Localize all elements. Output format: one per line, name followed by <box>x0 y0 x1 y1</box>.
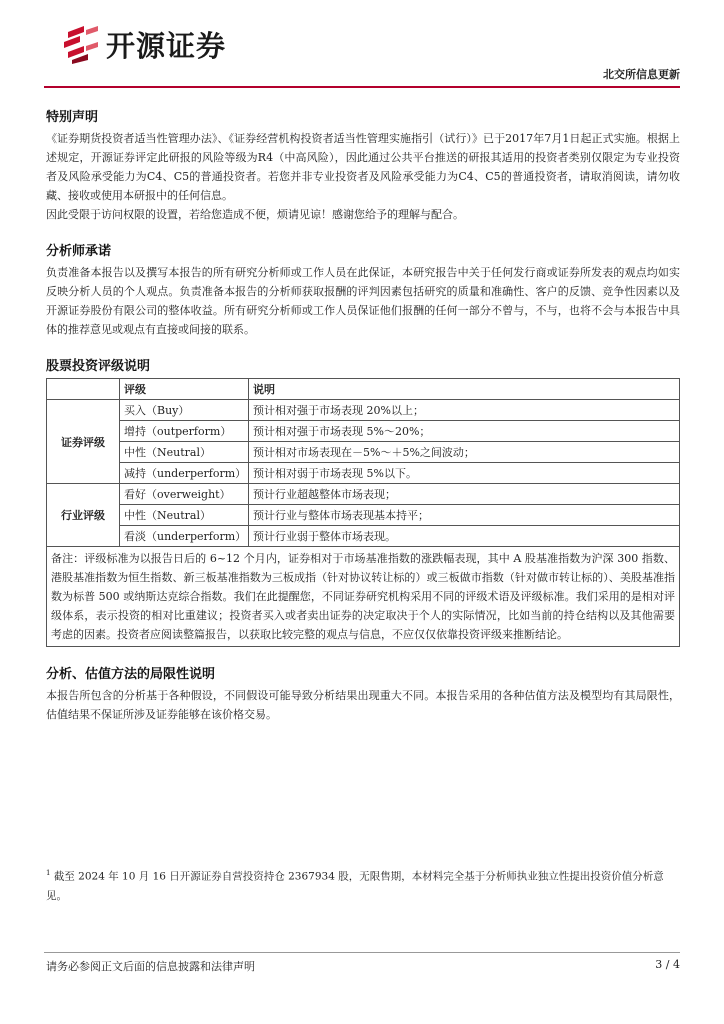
header-divider <box>44 86 680 88</box>
description-cell: 预计行业弱于整体市场表现。 <box>249 526 680 547</box>
rating-cell: 看淡（underperform） <box>120 526 249 547</box>
footer-disclosure: 请务必参阅正文后面的信息披露和法律声明 <box>46 960 255 973</box>
disclaimer-paragraph-1: 《证券期货投资者适当性管理办法》、《证券经营机构投资者适当性管理实施指引（试行）》已于2017年7月1日起正式实施。根据上述规定，开源证券评定此研报的风险等级为R4（中高风险），因此通过公共平台推送的研报其适用的投资者类别仅限定为专业投资者及风险承受能力为C4、C5的普通投资者。若您并非专业投资者及风险承受能力为C4、C5的普通投资者，请取消阅读，请勿收藏、接收或使用本研报中的任何信息。 <box>46 132 680 202</box>
table-row <box>47 400 680 421</box>
description-cell: 预计相对市场表现在－5%～＋5%之间波动； <box>249 442 680 463</box>
table-row <box>47 484 680 505</box>
table-row <box>47 505 680 526</box>
disclaimer-title: 特别声明 <box>46 110 99 125</box>
limits-title: 分析、估值方法的局限性说明 <box>46 667 216 682</box>
analyst-paragraph: 负责准备本报告以及撰写本报告的所有研究分析师或工作人员在此保证，本研究报告中关于任何发行商或证券所发表的观点均如实反映分析人员的个人观点。负责准备本报告的分析师获取报酬的评判因素包括研究的质量和准确性、客户的反馈、竞争性因素以及开源证券股份有限公司的整体收益。所有研究分析师或工作人员保证他们报酬的任何一部分不曾与，不与，也将不会与本报告中具体的推荐意见或观点有直接或间接的联系。 <box>46 266 680 336</box>
table-row <box>47 442 680 463</box>
disclaimer-section <box>46 106 680 224</box>
description-cell: 预计相对弱于市场表现 5%以下。 <box>249 463 680 484</box>
table-row <box>47 421 680 442</box>
rating-cell: 看好（overweight） <box>120 484 249 505</box>
industry-rating-label: 行业评级 <box>47 484 120 547</box>
rating-cell: 买入（Buy） <box>120 400 249 421</box>
kaiyuan-logo-icon <box>62 24 100 64</box>
footnote-text: 截至 2024 年 10 月 16 日开源证券自营投资持仓 2367934 股，无限售期，本材料完全基于分析师执业独立性提出投资价值分析意见。 <box>46 870 664 902</box>
rating-table <box>46 378 680 647</box>
description-cell: 预计行业与整体市场表现基本持平； <box>249 505 680 526</box>
rating-cell: 增持（outperform） <box>120 421 249 442</box>
limits-paragraph: 本报告所包含的分析基于各种假设，不同假设可能导致分析结果出现重大不同。本报告采用的各种估值方法及模型均有其局限性，估值结果不保证所涉及证券能够在该价格交易。 <box>46 689 680 721</box>
rating-title: 股票投资评级说明 <box>46 359 151 374</box>
rating-section <box>46 355 680 647</box>
brand-name: 开源证券 <box>106 28 227 63</box>
footnote <box>46 864 680 906</box>
description-cell: 预计行业超越整体市场表现； <box>249 484 680 505</box>
company-logo <box>62 22 226 66</box>
description-cell: 预计相对强于市场表现 20%以上； <box>249 400 680 421</box>
header-blank-cell <box>47 379 120 400</box>
disclaimer-paragraph-2: 因此受限于访问权限的设置，若给您造成不便，烦请见谅！感谢您给予的理解与配合。 <box>46 208 464 221</box>
limits-section <box>46 663 680 724</box>
description-cell: 预计相对强于市场表现 5%～20%； <box>249 421 680 442</box>
section-tag: 北交所信息更新 <box>603 68 680 81</box>
page-content <box>46 106 680 740</box>
rating-note: 备注：评级标准为以报告日后的 6~12 个月内，证券相对于市场基准指数的涨跌幅表现，其中 A 股基准指数为沪深 300 指数、港股基准指数为恒生指数、新三板基准指数为三板成指（针对协议转让标的）或三板做市指数（针对做市转让标的）、美股基准指数为标普 500 或纳斯达克综合指数。我们在此提醒您，不同证券研究机构采用不同的评级术语及评级标准。我们采用的是相对评级体系，表示投资的相对比重建议；投资者买入或者卖出证券的决定取决于个人的实际情况，比如当前的持仓结构以及其他需要考虑的因素。投资者应阅读整篇报告，以获取比较完整的观点与信息，不应仅仅依靠投资评级来推断结论。 <box>47 547 680 647</box>
rating-note-row <box>47 547 680 647</box>
header-rating: 评级 <box>120 379 249 400</box>
rating-cell: 中性（Neutral） <box>120 442 249 463</box>
analyst-section <box>46 240 680 339</box>
rating-cell: 减持（underperform） <box>120 463 249 484</box>
page-number: 3 / 4 <box>655 958 680 971</box>
table-row <box>47 463 680 484</box>
table-row <box>47 526 680 547</box>
footer-divider <box>44 952 680 953</box>
analyst-title: 分析师承诺 <box>46 244 112 259</box>
rating-table-header <box>47 379 680 400</box>
footnote-marker: 1 <box>46 869 51 877</box>
rating-cell: 中性（Neutral） <box>120 505 249 526</box>
stock-rating-label: 证券评级 <box>47 400 120 484</box>
header-description: 说明 <box>249 379 680 400</box>
